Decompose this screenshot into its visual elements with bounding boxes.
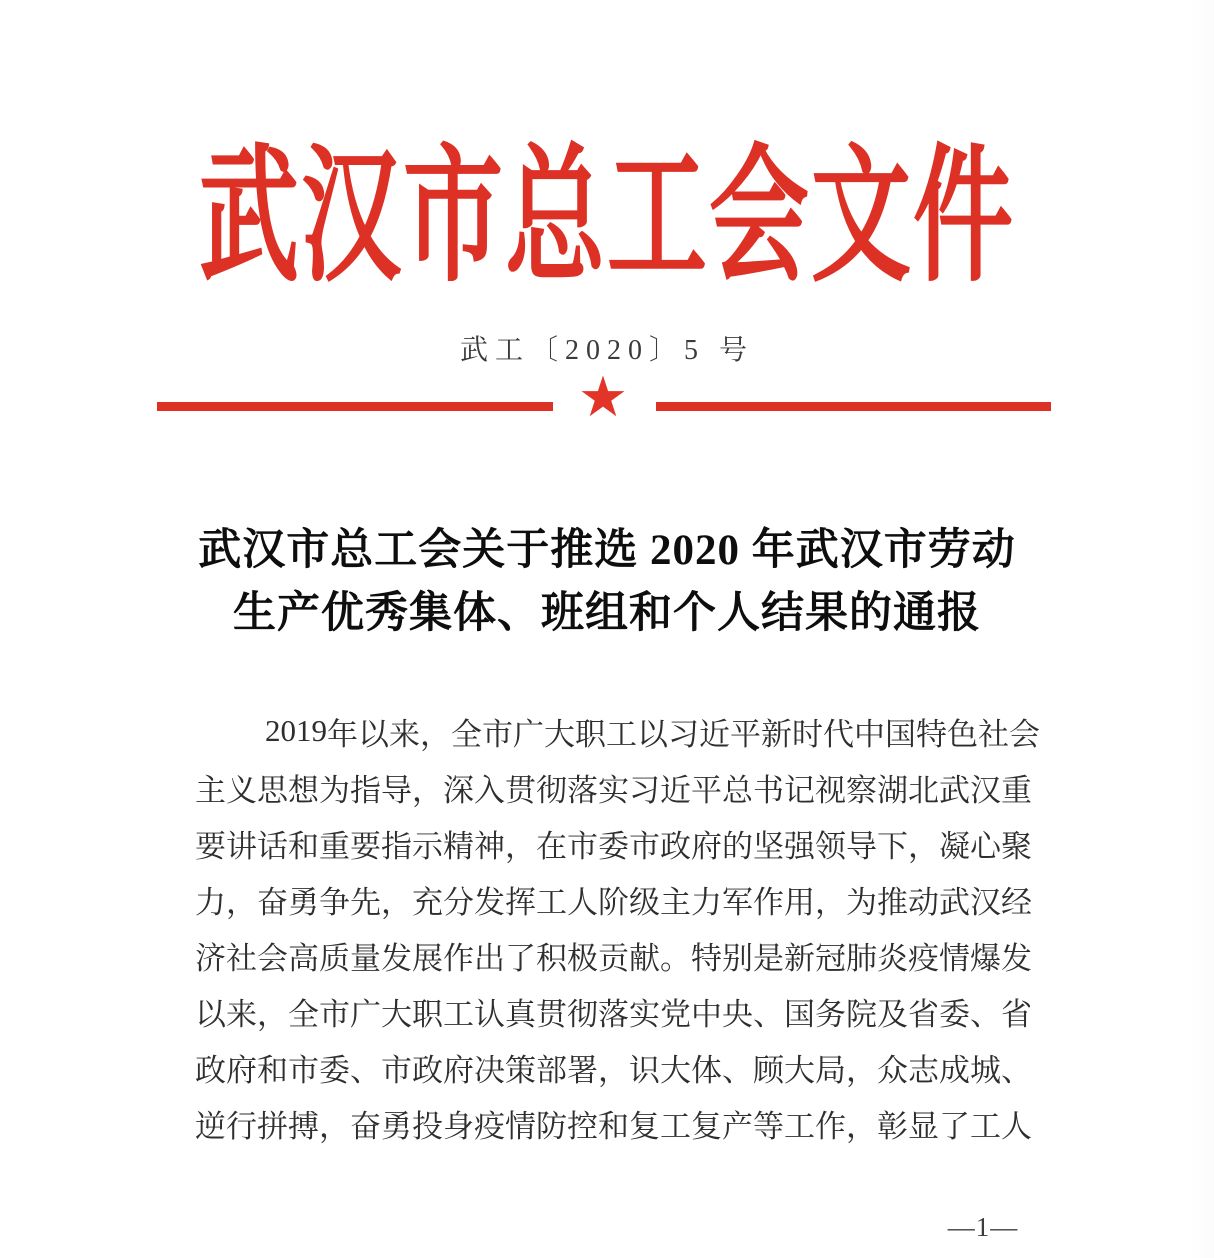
scan-edge-shadow <box>1188 0 1214 1258</box>
body-line: 逆 行 拼 搏 ， 奋 勇 投 身 疫 情 防 控 和 复 工 复 产 等 工 作 ， 彰 显 了 工 人 <box>195 1108 1032 1144</box>
document-title-line-2: 生产优秀集体、班组和个人结果的通报 <box>233 590 981 637</box>
body-line: 2019 年 以 来 ， 全 市 广 大 职 工 以 习 近 平 新 时 代 中 国 特 色 社 会 <box>265 713 1040 752</box>
body-line: 济 社 会 高 质 量 发 展 作 出 了 积 极 贡 献 。 特 别 是 新 冠 肺 炎 疫 情 爆 发 <box>195 940 1032 976</box>
red-divider-line-left <box>157 402 553 411</box>
body-line: 政 府 和 市 委 、 市 政 府 决 策 部 署 ， 识 大 体 、 顾 大 局 ， 众 志 成 城 、 <box>195 1052 1032 1088</box>
document-number: 武工〔2020〕5 号 <box>459 335 754 366</box>
body-line: 要 讲 话 和 重 要 指 示 精 神 ， 在 市 委 市 政 府 的 坚 强 领 导 下 ， 凝 心 聚 <box>195 828 1032 864</box>
document-title <box>0 519 1214 645</box>
body-line: 力 ， 奋 勇 争 先 ， 充 分 发 挥 工 人 阶 级 主 力 军 作 用 ， 为 推 动 武 汉 经 <box>195 884 1032 920</box>
document-title-line-1: 武汉市总工会关于推选 2020 年武汉市劳动 <box>198 527 1016 574</box>
body-line: 以 来 ， 全 市 广 大 职 工 认 真 贯 彻 落 实 党 中 央 、 国 务 院 及 省 委 、 省 <box>195 996 1032 1032</box>
red-star-icon: ★ <box>577 365 629 430</box>
red-divider-line-right <box>656 402 1051 411</box>
document-masthead-title: 武汉市总工会文件 <box>199 135 1015 300</box>
page-number: —1— <box>947 1212 1019 1242</box>
body-paragraph <box>195 703 1040 1151</box>
body-line: 主 义 思 想 为 指 导 ， 深 入 贯 彻 落 实 习 近 平 总 书 记 视 察 湖 北 武 汉 重 <box>195 772 1032 808</box>
